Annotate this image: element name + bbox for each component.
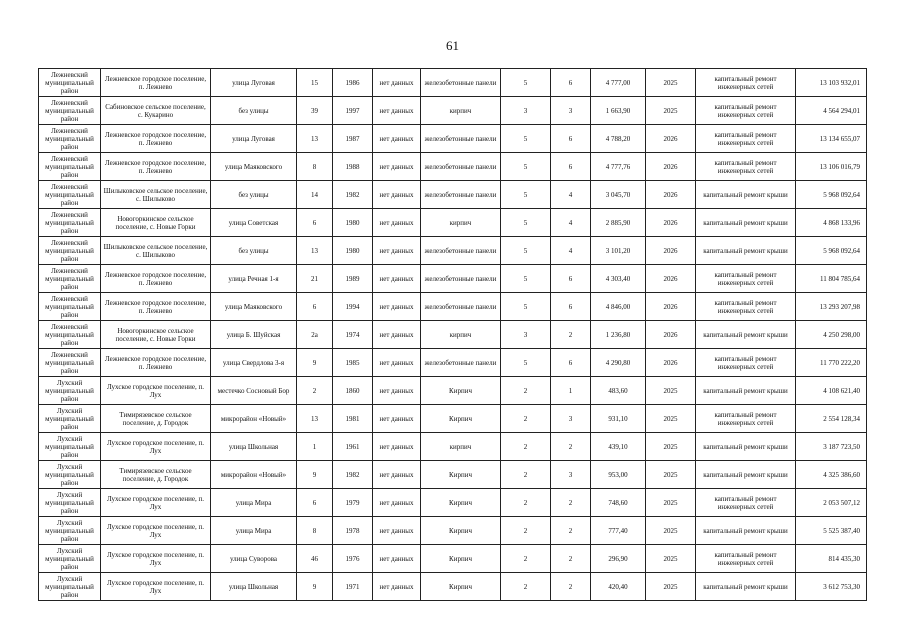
table-row <box>39 321 867 349</box>
plan-year-cell: 2026 <box>646 321 696 349</box>
entrances-cell: 6 <box>551 153 591 181</box>
entrances-cell: 1 <box>551 377 591 405</box>
cost-cell: 13 103 932,01 <box>796 69 867 97</box>
street-cell: улица Школьная <box>211 573 297 601</box>
house-number-cell: 9 <box>297 461 333 489</box>
settlement-cell: Лежневское городское поселение, п. Лежнево <box>101 125 211 153</box>
floors-cell: 2 <box>501 573 551 601</box>
year-built-cell: 1860 <box>333 377 373 405</box>
district-cell: Лежневский муниципальный район <box>39 69 101 97</box>
cost-cell: 4 564 294,01 <box>796 97 867 125</box>
street-cell: без улицы <box>211 97 297 125</box>
year-built-cell: 1986 <box>333 69 373 97</box>
wall-material-cell: железобетонные панели <box>421 153 501 181</box>
table-row <box>39 377 867 405</box>
data-status-cell: нет данных <box>373 489 421 517</box>
area-cell: 439,10 <box>591 433 646 461</box>
work-type-cell: капитальный ремонт инженерных сетей <box>696 545 796 573</box>
wall-material-cell: железобетонные панели <box>421 237 501 265</box>
work-type-cell: капитальный ремонт инженерных сетей <box>696 293 796 321</box>
table-row <box>39 125 867 153</box>
cost-cell: 3 612 753,30 <box>796 573 867 601</box>
area-cell: 931,10 <box>591 405 646 433</box>
district-cell: Лежневский муниципальный район <box>39 209 101 237</box>
work-type-cell: капитальный ремонт инженерных сетей <box>696 489 796 517</box>
wall-material-cell: кирпич <box>421 321 501 349</box>
floors-cell: 3 <box>501 97 551 125</box>
work-type-cell: капитальный ремонт крыши <box>696 433 796 461</box>
district-cell: Лухский муниципальный район <box>39 405 101 433</box>
settlement-cell: Лухское городское поселение, п. Лух <box>101 573 211 601</box>
work-type-cell: капитальный ремонт крыши <box>696 461 796 489</box>
settlement-cell: Лухское городское поселение, п. Лух <box>101 433 211 461</box>
wall-material-cell: железобетонные панели <box>421 293 501 321</box>
settlement-cell: Тимирязевское сельское поселение, д. Городок <box>101 405 211 433</box>
table-body <box>39 69 867 601</box>
work-type-cell: капитальный ремонт крыши <box>696 377 796 405</box>
wall-material-cell: Кирпич <box>421 545 501 573</box>
table-row <box>39 69 867 97</box>
year-built-cell: 1981 <box>333 405 373 433</box>
house-number-cell: 21 <box>297 265 333 293</box>
floors-cell: 5 <box>501 181 551 209</box>
entrances-cell: 2 <box>551 517 591 545</box>
entrances-cell: 6 <box>551 349 591 377</box>
floors-cell: 5 <box>501 293 551 321</box>
house-number-cell: 1 <box>297 433 333 461</box>
settlement-cell: Лежневское городское поселение, п. Лежнево <box>101 265 211 293</box>
floors-cell: 5 <box>501 209 551 237</box>
house-number-cell: 8 <box>297 153 333 181</box>
house-number-cell: 6 <box>297 293 333 321</box>
street-cell: улица Луговая <box>211 125 297 153</box>
settlement-cell: Новогоркинское сельское поселение, с. Новые Горки <box>101 321 211 349</box>
table-row <box>39 265 867 293</box>
cost-cell: 4 108 621,40 <box>796 377 867 405</box>
entrances-cell: 6 <box>551 293 591 321</box>
street-cell: улица Школьная <box>211 433 297 461</box>
table-row <box>39 573 867 601</box>
data-status-cell: нет данных <box>373 181 421 209</box>
floors-cell: 2 <box>501 545 551 573</box>
street-cell: улица Маяковского <box>211 153 297 181</box>
work-type-cell: капитальный ремонт инженерных сетей <box>696 125 796 153</box>
data-status-cell: нет данных <box>373 321 421 349</box>
street-cell: улица Мира <box>211 517 297 545</box>
wall-material-cell: железобетонные панели <box>421 181 501 209</box>
wall-material-cell: железобетонные панели <box>421 69 501 97</box>
floors-cell: 2 <box>501 377 551 405</box>
street-cell: улица Луговая <box>211 69 297 97</box>
district-cell: Лежневский муниципальный район <box>39 321 101 349</box>
floors-cell: 2 <box>501 517 551 545</box>
entrances-cell: 4 <box>551 209 591 237</box>
plan-year-cell: 2025 <box>646 433 696 461</box>
district-cell: Лухский муниципальный район <box>39 517 101 545</box>
table-row <box>39 489 867 517</box>
house-number-cell: 2 <box>297 377 333 405</box>
settlement-cell: Новогоркинское сельское поселение, с. Новые Горки <box>101 209 211 237</box>
floors-cell: 5 <box>501 125 551 153</box>
plan-year-cell: 2025 <box>646 489 696 517</box>
entrances-cell: 6 <box>551 125 591 153</box>
settlement-cell: Лухское городское поселение, п. Лух <box>101 517 211 545</box>
data-status-cell: нет данных <box>373 125 421 153</box>
cost-cell: 11 804 785,64 <box>796 265 867 293</box>
settlement-cell: Сабиновское сельское поселение, с. Кукарино <box>101 97 211 125</box>
house-number-cell: 46 <box>297 545 333 573</box>
district-cell: Лежневский муниципальный район <box>39 293 101 321</box>
work-type-cell: капитальный ремонт инженерных сетей <box>696 349 796 377</box>
year-built-cell: 1994 <box>333 293 373 321</box>
district-cell: Лухский муниципальный район <box>39 377 101 405</box>
data-status-cell: нет данных <box>373 349 421 377</box>
data-status-cell: нет данных <box>373 153 421 181</box>
settlement-cell: Лежневское городское поселение, п. Лежнево <box>101 293 211 321</box>
street-cell: улица Маяковского <box>211 293 297 321</box>
work-type-cell: капитальный ремонт крыши <box>696 209 796 237</box>
house-number-cell: 15 <box>297 69 333 97</box>
entrances-cell: 2 <box>551 489 591 517</box>
street-cell: местечко Сосновый Бор <box>211 377 297 405</box>
floors-cell: 5 <box>501 69 551 97</box>
street-cell: без улицы <box>211 237 297 265</box>
cost-cell: 11 770 222,20 <box>796 349 867 377</box>
street-cell: микрорайон «Новый» <box>211 405 297 433</box>
table-row <box>39 209 867 237</box>
area-cell: 4 303,40 <box>591 265 646 293</box>
plan-year-cell: 2025 <box>646 545 696 573</box>
table-row <box>39 293 867 321</box>
area-cell: 1 663,90 <box>591 97 646 125</box>
year-built-cell: 1961 <box>333 433 373 461</box>
floors-cell: 5 <box>501 265 551 293</box>
plan-year-cell: 2025 <box>646 517 696 545</box>
settlement-cell: Шилыковское сельское поселение, с. Шилыково <box>101 181 211 209</box>
street-cell: улица Мира <box>211 489 297 517</box>
settlement-cell: Лухское городское поселение, п. Лух <box>101 377 211 405</box>
area-cell: 2 885,90 <box>591 209 646 237</box>
data-status-cell: нет данных <box>373 573 421 601</box>
plan-year-cell: 2026 <box>646 209 696 237</box>
cost-cell: 5 525 387,40 <box>796 517 867 545</box>
data-status-cell: нет данных <box>373 517 421 545</box>
year-built-cell: 1989 <box>333 265 373 293</box>
table-row <box>39 433 867 461</box>
work-type-cell: капитальный ремонт инженерных сетей <box>696 405 796 433</box>
wall-material-cell: Кирпич <box>421 405 501 433</box>
entrances-cell: 2 <box>551 321 591 349</box>
house-number-cell: 13 <box>297 405 333 433</box>
year-built-cell: 1978 <box>333 517 373 545</box>
district-cell: Лежневский муниципальный район <box>39 237 101 265</box>
area-cell: 483,60 <box>591 377 646 405</box>
area-cell: 4 777,76 <box>591 153 646 181</box>
settlement-cell: Тимирязевское сельское поселение, д. Городок <box>101 461 211 489</box>
table-row <box>39 545 867 573</box>
entrances-cell: 2 <box>551 433 591 461</box>
entrances-cell: 6 <box>551 265 591 293</box>
data-status-cell: нет данных <box>373 209 421 237</box>
table-row <box>39 405 867 433</box>
work-type-cell: капитальный ремонт крыши <box>696 181 796 209</box>
house-number-cell: 6 <box>297 209 333 237</box>
work-type-cell: капитальный ремонт инженерных сетей <box>696 97 796 125</box>
plan-year-cell: 2025 <box>646 97 696 125</box>
cost-cell: 4 325 386,60 <box>796 461 867 489</box>
table-row <box>39 153 867 181</box>
settlement-cell: Лежневское городское поселение, п. Лежнево <box>101 153 211 181</box>
wall-material-cell: Кирпич <box>421 517 501 545</box>
area-cell: 3 101,20 <box>591 237 646 265</box>
entrances-cell: 2 <box>551 545 591 573</box>
area-cell: 4 777,00 <box>591 69 646 97</box>
wall-material-cell: кирпич <box>421 433 501 461</box>
year-built-cell: 1974 <box>333 321 373 349</box>
cost-cell: 4 250 298,00 <box>796 321 867 349</box>
work-type-cell: капитальный ремонт крыши <box>696 237 796 265</box>
area-cell: 748,60 <box>591 489 646 517</box>
house-number-cell: 14 <box>297 181 333 209</box>
area-cell: 777,40 <box>591 517 646 545</box>
page-number: 61 <box>446 38 459 53</box>
work-type-cell: капитальный ремонт инженерных сетей <box>696 153 796 181</box>
data-status-cell: нет данных <box>373 237 421 265</box>
work-type-cell: капитальный ремонт инженерных сетей <box>696 69 796 97</box>
district-cell: Лежневский муниципальный район <box>39 97 101 125</box>
street-cell: улица Советская <box>211 209 297 237</box>
house-number-cell: 2а <box>297 321 333 349</box>
plan-year-cell: 2025 <box>646 69 696 97</box>
wall-material-cell: Кирпич <box>421 461 501 489</box>
work-type-cell: капитальный ремонт крыши <box>696 573 796 601</box>
plan-year-cell: 2025 <box>646 461 696 489</box>
settlement-cell: Шилыковское сельское поселение, с. Шилыково <box>101 237 211 265</box>
district-cell: Лухский муниципальный район <box>39 489 101 517</box>
area-cell: 1 236,80 <box>591 321 646 349</box>
district-cell: Лежневский муниципальный район <box>39 125 101 153</box>
data-status-cell: нет данных <box>373 377 421 405</box>
wall-material-cell: железобетонные панели <box>421 265 501 293</box>
floors-cell: 2 <box>501 433 551 461</box>
year-built-cell: 1980 <box>333 209 373 237</box>
plan-year-cell: 2026 <box>646 153 696 181</box>
year-built-cell: 1987 <box>333 125 373 153</box>
cost-cell: 2 053 507,12 <box>796 489 867 517</box>
data-status-cell: нет данных <box>373 265 421 293</box>
street-cell: улица Суворова <box>211 545 297 573</box>
wall-material-cell: Кирпич <box>421 489 501 517</box>
entrances-cell: 2 <box>551 573 591 601</box>
table-row <box>39 461 867 489</box>
year-built-cell: 1976 <box>333 545 373 573</box>
house-number-cell: 8 <box>297 517 333 545</box>
year-built-cell: 1971 <box>333 573 373 601</box>
street-cell: микрорайон «Новый» <box>211 461 297 489</box>
year-built-cell: 1980 <box>333 237 373 265</box>
plan-year-cell: 2026 <box>646 181 696 209</box>
table-row <box>39 237 867 265</box>
housing-repair-table <box>38 68 867 601</box>
wall-material-cell: железобетонные панели <box>421 125 501 153</box>
cost-cell: 814 435,30 <box>796 545 867 573</box>
data-status-cell: нет данных <box>373 433 421 461</box>
entrances-cell: 3 <box>551 461 591 489</box>
district-cell: Лухский муниципальный район <box>39 461 101 489</box>
house-number-cell: 39 <box>297 97 333 125</box>
plan-year-cell: 2025 <box>646 405 696 433</box>
district-cell: Лухский муниципальный район <box>39 433 101 461</box>
settlement-cell: Лухское городское поселение, п. Лух <box>101 489 211 517</box>
plan-year-cell: 2026 <box>646 349 696 377</box>
floors-cell: 5 <box>501 349 551 377</box>
work-type-cell: капитальный ремонт инженерных сетей <box>696 265 796 293</box>
wall-material-cell: железобетонные панели <box>421 349 501 377</box>
district-cell: Лежневский муниципальный район <box>39 265 101 293</box>
district-cell: Лежневский муниципальный район <box>39 153 101 181</box>
table-row <box>39 349 867 377</box>
plan-year-cell: 2025 <box>646 377 696 405</box>
table-row <box>39 181 867 209</box>
entrances-cell: 4 <box>551 181 591 209</box>
entrances-cell: 4 <box>551 237 591 265</box>
floors-cell: 3 <box>501 321 551 349</box>
settlement-cell: Лухское городское поселение, п. Лух <box>101 545 211 573</box>
area-cell: 296,90 <box>591 545 646 573</box>
plan-year-cell: 2025 <box>646 573 696 601</box>
floors-cell: 5 <box>501 153 551 181</box>
district-cell: Лухский муниципальный район <box>39 545 101 573</box>
data-status-cell: нет данных <box>373 405 421 433</box>
area-cell: 4 290,80 <box>591 349 646 377</box>
year-built-cell: 1988 <box>333 153 373 181</box>
cost-cell: 4 868 133,96 <box>796 209 867 237</box>
cost-cell: 2 554 128,34 <box>796 405 867 433</box>
wall-material-cell: кирпич <box>421 209 501 237</box>
wall-material-cell: кирпич <box>421 97 501 125</box>
cost-cell: 13 293 207,98 <box>796 293 867 321</box>
floors-cell: 2 <box>501 489 551 517</box>
street-cell: без улицы <box>211 181 297 209</box>
plan-year-cell: 2026 <box>646 237 696 265</box>
area-cell: 4 846,00 <box>591 293 646 321</box>
cost-cell: 5 968 092,64 <box>796 237 867 265</box>
table-row <box>39 517 867 545</box>
district-cell: Лежневский муниципальный район <box>39 349 101 377</box>
area-cell: 953,00 <box>591 461 646 489</box>
street-cell: улица Свердлова 3-я <box>211 349 297 377</box>
floors-cell: 2 <box>501 405 551 433</box>
plan-year-cell: 2026 <box>646 125 696 153</box>
street-cell: улица Б. Шуйская <box>211 321 297 349</box>
data-status-cell: нет данных <box>373 69 421 97</box>
district-cell: Лухский муниципальный район <box>39 573 101 601</box>
cost-cell: 13 106 016,79 <box>796 153 867 181</box>
plan-year-cell: 2026 <box>646 265 696 293</box>
street-cell: улица Речная 1-я <box>211 265 297 293</box>
house-number-cell: 13 <box>297 125 333 153</box>
entrances-cell: 3 <box>551 405 591 433</box>
year-built-cell: 1982 <box>333 181 373 209</box>
floors-cell: 5 <box>501 237 551 265</box>
house-number-cell: 6 <box>297 489 333 517</box>
data-status-cell: нет данных <box>373 293 421 321</box>
floors-cell: 2 <box>501 461 551 489</box>
settlement-cell: Лежневское городское поселение, п. Лежнево <box>101 69 211 97</box>
table-row <box>39 97 867 125</box>
cost-cell: 5 968 092,64 <box>796 181 867 209</box>
area-cell: 3 045,70 <box>591 181 646 209</box>
work-type-cell: капитальный ремонт крыши <box>696 321 796 349</box>
area-cell: 4 788,20 <box>591 125 646 153</box>
house-number-cell: 9 <box>297 573 333 601</box>
cost-cell: 3 187 723,50 <box>796 433 867 461</box>
house-number-cell: 9 <box>297 349 333 377</box>
year-built-cell: 1982 <box>333 461 373 489</box>
year-built-cell: 1985 <box>333 349 373 377</box>
cost-cell: 13 134 655,07 <box>796 125 867 153</box>
area-cell: 420,40 <box>591 573 646 601</box>
work-type-cell: капитальный ремонт крыши <box>696 517 796 545</box>
house-number-cell: 13 <box>297 237 333 265</box>
settlement-cell: Лежневское городское поселение, п. Лежнево <box>101 349 211 377</box>
entrances-cell: 3 <box>551 97 591 125</box>
year-built-cell: 1997 <box>333 97 373 125</box>
plan-year-cell: 2026 <box>646 293 696 321</box>
wall-material-cell: Кирпич <box>421 377 501 405</box>
year-built-cell: 1979 <box>333 489 373 517</box>
data-status-cell: нет данных <box>373 545 421 573</box>
wall-material-cell: Кирпич <box>421 573 501 601</box>
data-status-cell: нет данных <box>373 97 421 125</box>
data-status-cell: нет данных <box>373 461 421 489</box>
district-cell: Лежневский муниципальный район <box>39 181 101 209</box>
entrances-cell: 6 <box>551 69 591 97</box>
